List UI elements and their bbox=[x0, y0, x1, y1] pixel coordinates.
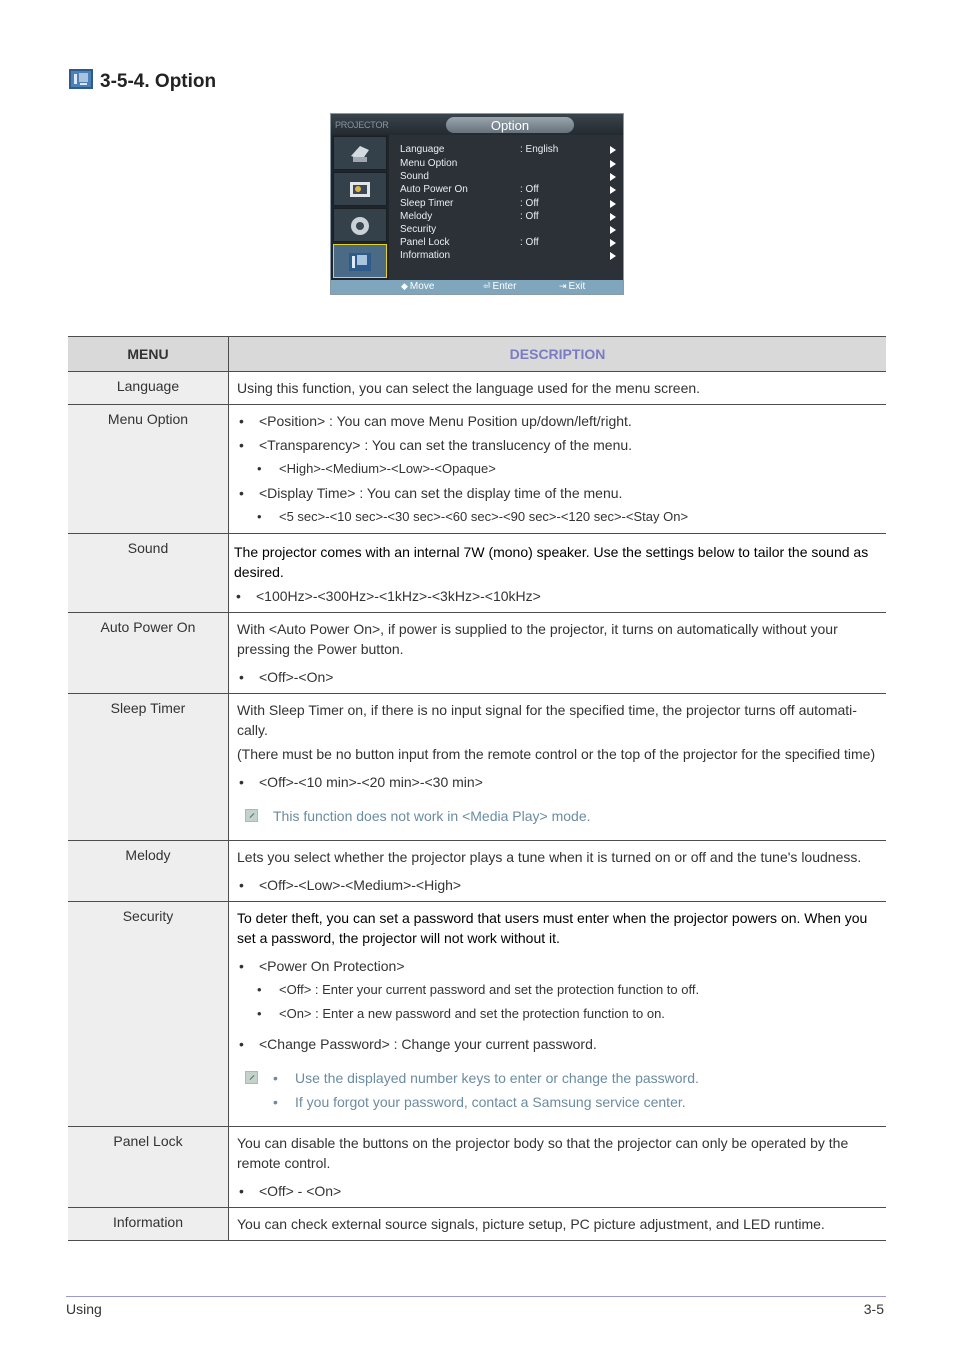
note-bullet: • If you forgot your password, contact a Samsung service center. bbox=[237, 1092, 878, 1112]
osd-hint-exit bbox=[559, 281, 585, 292]
osd-hint-move-label: Move bbox=[409, 281, 435, 292]
note bbox=[237, 806, 878, 826]
osd-option-screenshot bbox=[330, 113, 624, 295]
menu-cell: Menu Option bbox=[68, 405, 229, 534]
table-row-menu-option bbox=[68, 405, 886, 534]
sub-bullet-item: • <5 sec>-<10 sec>-<30 sec>-<60 sec>-<90 sec>-<120 sec>-<Stay On> bbox=[237, 507, 878, 527]
description-cell bbox=[229, 372, 887, 405]
description-text: The projector comes with an internal 7W (mono) speaker. Use the settings below to tailor the sound as desired. bbox=[234, 544, 869, 580]
arrow-right-icon bbox=[610, 160, 616, 168]
picture-tab-icon bbox=[347, 178, 373, 202]
footer-section-name: Using bbox=[66, 1301, 102, 1317]
bullet-item: • <100Hz>-<300Hz>-<1kHz>-<3kHz>-<10kHz> bbox=[234, 586, 878, 606]
enter-icon: ⏎ bbox=[483, 281, 491, 291]
up-down-arrow-icon: ◆ bbox=[401, 281, 408, 291]
arrow-right-icon bbox=[610, 226, 616, 234]
osd-hint-move bbox=[401, 281, 434, 292]
osd-row-value: : Off bbox=[520, 184, 539, 195]
menu-cell: Information bbox=[68, 1208, 229, 1241]
bullet-item: • <Off> - <On> bbox=[237, 1181, 878, 1201]
description-cell bbox=[229, 613, 887, 694]
option-menu-icon bbox=[69, 69, 93, 89]
osd-tab-input[interactable] bbox=[333, 136, 387, 170]
arrow-right-icon bbox=[610, 252, 616, 260]
osd-title-bar bbox=[331, 114, 623, 135]
arrow-right-icon bbox=[610, 200, 616, 208]
description-text: You can check external source signals, picture setup, PC picture adjustment, and LED runtime. bbox=[237, 1216, 825, 1232]
osd-row-label: Menu Option bbox=[400, 158, 458, 169]
osd-row-language[interactable] bbox=[400, 144, 622, 157]
footer-divider bbox=[66, 1296, 886, 1297]
menu-cell: Auto Power On bbox=[68, 613, 229, 694]
menu-cell: Panel Lock bbox=[68, 1127, 229, 1208]
note-text: This function does not work in <Media Play> mode. bbox=[273, 808, 591, 824]
osd-row-value: : Off bbox=[520, 237, 539, 248]
sub-bullet-item: • <High>-<Medium>-<Low>-<Opaque> bbox=[237, 459, 878, 479]
bullet-item: • <Off>-<10 min>-<20 min>-<30 min> bbox=[237, 772, 878, 792]
menu-cell: Melody bbox=[68, 841, 229, 902]
table-row-sound bbox=[68, 534, 886, 613]
description-text: (There must be no button input from the remote control or the top of the projector for the specified time) bbox=[237, 746, 876, 762]
osd-row-security[interactable] bbox=[400, 224, 622, 237]
osd-tab-column bbox=[331, 135, 389, 280]
description-text: With <Auto Power On>, if power is supplied to the projector, it turns on automatically without your pressing the Power button. bbox=[237, 621, 838, 657]
osd-title-pill bbox=[446, 117, 574, 133]
osd-hint-enter-label: Enter bbox=[492, 281, 517, 292]
osd-hint-enter bbox=[483, 281, 516, 292]
osd-row-panel-lock[interactable] bbox=[400, 237, 622, 250]
arrow-right-icon bbox=[610, 146, 616, 154]
description-cell bbox=[229, 694, 887, 841]
osd-row-melody[interactable] bbox=[400, 211, 622, 224]
description-cell bbox=[229, 1127, 887, 1208]
osd-row-label: Language bbox=[400, 144, 445, 155]
menu-cell: Security bbox=[68, 902, 229, 1127]
bullet-item: • <Off>-<On> bbox=[237, 667, 878, 687]
description-cell bbox=[229, 534, 887, 613]
setup-tab-icon bbox=[347, 214, 373, 238]
menu-cell: Sound bbox=[68, 534, 229, 613]
note bbox=[237, 1068, 878, 1112]
description-text: To deter theft, you can set a password that users must enter when the projector powers on. When you set a password, the projector will not work without it. bbox=[237, 910, 868, 946]
exit-icon: ⇥ bbox=[559, 281, 567, 291]
bullet-item: • <Transparency> : You can set the translucency of the menu. bbox=[237, 435, 878, 455]
osd-row-value: : Off bbox=[520, 198, 539, 209]
osd-row-menu-option[interactable] bbox=[400, 158, 622, 171]
arrow-right-icon bbox=[610, 186, 616, 194]
osd-row-label: Information bbox=[400, 250, 451, 261]
osd-tab-setup[interactable] bbox=[333, 208, 387, 242]
osd-title: Option bbox=[490, 118, 530, 133]
osd-row-label: Sound bbox=[400, 171, 429, 182]
header-menu: MENU bbox=[68, 337, 229, 372]
osd-tab-option[interactable] bbox=[333, 244, 387, 278]
bullet-item: • <Change Password> : Change your current password. bbox=[237, 1034, 878, 1054]
arrow-right-icon bbox=[610, 213, 616, 221]
osd-brand-label: PROJECTOR bbox=[335, 120, 389, 130]
table-row-information bbox=[68, 1208, 886, 1241]
header-description: DESCRIPTION bbox=[229, 337, 887, 372]
option-tab-icon bbox=[347, 250, 373, 274]
table-row-sleep-timer bbox=[68, 694, 886, 841]
bullet-item: • <Display Time> : You can set the display time of the menu. bbox=[237, 483, 878, 503]
sub-bullet-item: • <On> : Enter a new password and set the protection function to on. bbox=[237, 1004, 878, 1024]
osd-row-label: Panel Lock bbox=[400, 237, 450, 248]
input-tab-icon bbox=[347, 142, 373, 166]
bullet-item: • <Power On Protection> bbox=[237, 956, 878, 976]
osd-hint-exit-label: Exit bbox=[568, 281, 586, 292]
osd-row-value: : Off bbox=[520, 211, 539, 222]
osd-row-label: Melody bbox=[400, 211, 433, 222]
table-row-melody bbox=[68, 841, 886, 902]
description-text: Lets you select whether the projector plays a tune when it is turned on or off and the tune's loudness. bbox=[237, 849, 862, 865]
option-description-table bbox=[68, 336, 886, 1241]
osd-row-sound[interactable] bbox=[400, 171, 622, 184]
menu-cell: Language bbox=[68, 372, 229, 405]
osd-row-information[interactable] bbox=[400, 250, 622, 263]
note-icon bbox=[245, 809, 258, 822]
arrow-right-icon bbox=[610, 173, 616, 181]
osd-row-label: Security bbox=[400, 224, 437, 235]
table-row-auto-power-on bbox=[68, 613, 886, 694]
description-text: Using this function, you can select the language used for the menu screen. bbox=[237, 380, 701, 396]
page-title: 3-5-4. Option bbox=[100, 71, 217, 92]
osd-row-sleep-timer[interactable] bbox=[400, 198, 622, 211]
menu-cell: Sleep Timer bbox=[68, 694, 229, 841]
table-row-panel-lock bbox=[68, 1127, 886, 1208]
bullet-item: • <Position> : You can move Menu Position up/down/left/right. bbox=[237, 411, 878, 431]
osd-tab-picture[interactable] bbox=[333, 172, 387, 206]
table-row-security bbox=[68, 902, 886, 1127]
bullet-item: • <Off>-<Low>-<Medium>-<High> bbox=[237, 875, 878, 895]
description-cell bbox=[229, 405, 887, 534]
description-cell bbox=[229, 841, 887, 902]
osd-row-value: : English bbox=[520, 144, 559, 155]
sub-bullet-item: • <Off> : Enter your current password and set the protection function to off. bbox=[237, 980, 878, 1000]
osd-row-auto-power-on[interactable] bbox=[400, 184, 622, 197]
description-cell bbox=[229, 902, 887, 1127]
arrow-right-icon bbox=[610, 239, 616, 247]
description-cell bbox=[229, 1208, 887, 1241]
table-header-row bbox=[68, 337, 886, 372]
description-text: You can disable the buttons on the projector body so that the projector can only be operated by the remote control. bbox=[237, 1135, 849, 1171]
footer-page-number: 3-5 bbox=[863, 1301, 884, 1317]
osd-row-label: Auto Power On bbox=[400, 184, 468, 195]
note-bullet: • Use the displayed number keys to enter or change the password. bbox=[237, 1068, 878, 1088]
osd-row-label: Sleep Timer bbox=[400, 198, 454, 209]
osd-hint-bar bbox=[331, 280, 623, 294]
table-row-language bbox=[68, 372, 886, 405]
description-text: With Sleep Timer on, if there is no input signal for the specified time, the projector turns off automati-cally. bbox=[237, 702, 857, 738]
